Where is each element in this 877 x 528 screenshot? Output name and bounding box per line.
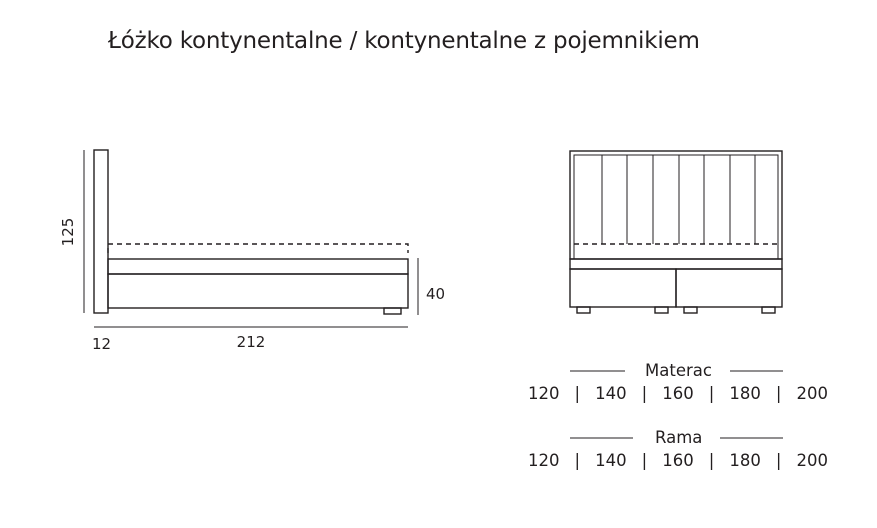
foot-front-4	[762, 307, 775, 313]
mattress-sizes	[528, 384, 828, 403]
separator: |	[775, 451, 782, 470]
frame-size: 140	[595, 451, 627, 470]
separator: |	[574, 451, 581, 470]
dimension-40: 40	[426, 285, 446, 303]
separator: |	[641, 384, 648, 403]
front-view	[570, 151, 782, 313]
separator: |	[775, 384, 782, 403]
mattress-side	[108, 259, 408, 274]
frame-sizes	[528, 451, 828, 470]
frame-label: Rama	[655, 428, 703, 447]
frame-size: 200	[796, 451, 828, 470]
foot-front-3	[684, 307, 697, 313]
mattress-front	[570, 259, 782, 269]
separator: |	[574, 384, 581, 403]
foot-side	[384, 308, 401, 314]
side-view	[84, 150, 418, 327]
separator: |	[641, 451, 648, 470]
topper-dashed-outline	[108, 244, 408, 253]
foot-front-2	[655, 307, 668, 313]
page-title: Łóżko kontynentalne / kontynentalne z pojemnikiem	[108, 28, 700, 54]
mattress-size: 120	[528, 384, 560, 403]
base-side	[108, 274, 408, 308]
frame-size: 180	[729, 451, 761, 470]
foot-front-1	[577, 307, 590, 313]
mattress-label: Materac	[645, 361, 712, 380]
separator: |	[708, 451, 715, 470]
mattress-size: 180	[729, 384, 761, 403]
drawer-left	[570, 269, 676, 307]
separator: |	[708, 384, 715, 403]
frame-size: 160	[662, 451, 694, 470]
dimension-212: 212	[236, 333, 266, 351]
dimension-12: 12	[92, 335, 112, 353]
dimension-125: 125	[59, 217, 77, 247]
headboard-side	[94, 150, 108, 313]
mattress-size: 160	[662, 384, 694, 403]
drawer-right	[676, 269, 782, 307]
mattress-size: 200	[796, 384, 828, 403]
mattress-size: 140	[595, 384, 627, 403]
frame-size: 120	[528, 451, 560, 470]
